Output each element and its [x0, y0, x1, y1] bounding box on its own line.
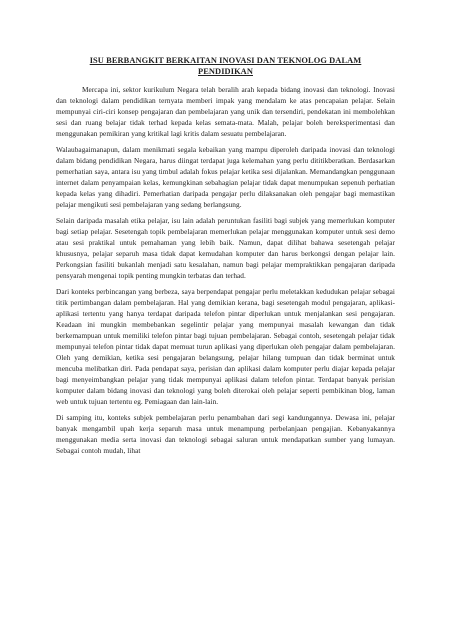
paragraph-3: Selain daripada masalah etika pelajar, isu lain adalah peruntukan fasiliti bagi subjek yang memerlukan komputer bagi setiap pelajar. Sesetengah topik pembelajaran memerlukan pelajar menggunakan komputer untuk sesi demo atau sesi praktikal untuk pemahaman yang lebih baik. Namun, dapat dilihat bahawa sesetengah pelajar khususnya, pelajar separuh masa tidak dapat kemudahan komputer dan harus berkongsi dengan pelajar lain. Perkongsian fasiliti bukanlah menjadi satu kesalahan, namun bagi pelajar mempraktikkan pengajaran daripada pensyarah mengenai topik penting mungkin terbatas dan terhad. — [56, 216, 395, 280]
document-title: ISU BERBANGKIT BERKAITAN INOVASI DAN TEKNOLOG DALAM PENDIDIKAN — [89, 56, 362, 76]
paragraph-2: Walaubagaimanapun, dalam menikmati segala kebaikan yang mampu diperoleh daripada inovasi dan teknologi dalam bidang pendidikan Negara, harus diingat terdapat juga kelemahan yang perlu dititikberatkan. Berdasarkan pemerhatian saya, antara isu yang timbul adalah fokus pelajar ketika sesi dijalankan. Memandangkan penggunaan internet dalam penyampaian kelas, kemungkinan sebahagian pelajar tidak dapat menumpukan sepenuh perhatian kepada kelas yang dihadiri. Pemerhatian daripada pengajar perlu dilaksanakan oleh pengajar bagi memastikan pelajar mengikuti sesi pembelajaran yang sedang berlangsung. — [56, 145, 395, 209]
paragraph-1: Mercapa ini, sektor kurikulum Negara telah beralih arah kepada bidang inovasi dan teknologi. Inovasi dan teknologi dalam pendidikan ternyata memberi impak yang mendalam ke atas pencapaian pelajar. Selain mempunyai ciri-ciri konsep pengajaran dan pembelajaran yang unik dan tersendiri, pendekatan ini membolehkan sesi dan ruang belajar tidak terhad kepada kelas semata-mata. Malah, pelajar boleh bereksperimentasi dan menggunakan pemikiran yang kritikal lagi kritis dalam sesuatu pembelajaran. — [56, 85, 395, 138]
paragraph-4: Dari konteks perbincangan yang berbeza, saya berpendapat pengajar perlu meletakkan kedudukan pelajar sebagai titik pertimbangan dalam pembelajaran. Hal yang demikian kerana, bagi sesetengah modul pengajaran, aplikasi-aplikasi tertentu yang hanya terdapat daripada telefon pintar diperlukan untuk menjalankan sesi pengajaran. Keadaan ini mungkin membebankan segelintir pelajar yang mempunyai masalah kewangan dan tidak berkemampuan untuk memiliki telefon pintar bagi tujuan pembelajaran. Sebagai contoh, sesetengah pelajar tidak mempunyai telefon pintar tidak dapat memuat turun aplikasi yang diperlukan oleh pengajar dalam pembelajaran. Oleh yang demikian, ketika sesi pengajaran belangsung, pelajar hilang tumpuan dan tidak berminat untuk mencuba melibatkan diri. Pada pendapat saya, perisian dan aplikasi dalam komputer perlu diajar kepada pelajar bagi menyeimbangkan pelajar yang tidak mempunyai aplikasi dalam telefon pintar. Terdapat banyak perisian komputer dalam bidang inovasi dan teknologi yang boleh diterokai oleh pelajar seperti pembikinan blog, laman web untuk tujuan tertentu eg. Pemiagaan dan lain-lain. — [56, 287, 395, 406]
paragraph-5: Di samping itu, konteks subjek pembelajaran perlu penambahan dari segi kandungannya. Dewasa ini, pelajar banyak mengambil upah kerja separuh masa untuk menampung perbelanjaan pengajian. Kebanyakannya menggunakan media serta inovasi dan teknologi sebagai saluran untuk mendapatkan sumber yang lumayan. Sebagai contoh mudah, lihat — [56, 413, 395, 455]
